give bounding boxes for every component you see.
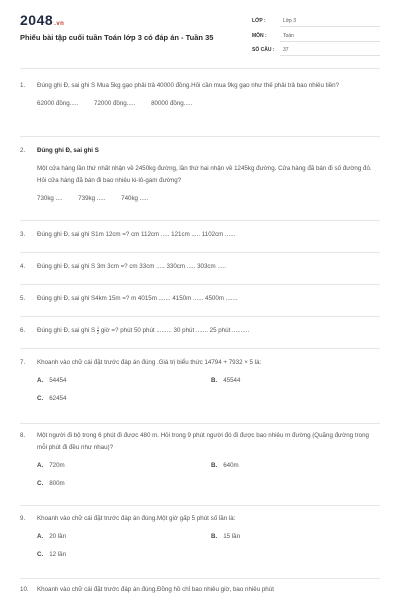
question-text: Đúng ghi Đ, sai ghi S Mua 5kg gạo phải trả 40000 đồng.Hỏi cần mua 9kg gạo như thế phải trả bao nhiêu tiền? [37, 82, 340, 89]
divider [20, 423, 380, 424]
choice-b[interactable] [211, 375, 240, 387]
answer-option[interactable]: 730kg .... [37, 195, 63, 202]
question-text-part: Đúng ghi Đ, sai ghi S [37, 327, 96, 334]
choice-row [37, 531, 375, 543]
divider [20, 68, 380, 69]
question-6 [20, 325, 375, 337]
choice-value: 62454 [49, 395, 67, 402]
question-text: Đúng ghi Đ, sai ghi S 3m 3cm =? cm 33cm ..... 330cm ..... 303cm ..... [37, 263, 226, 270]
question-1 [20, 80, 375, 110]
question-number: 10. [20, 586, 29, 593]
question-text: Một cửa hàng lần thứ nhất nhận về 2450kg đường, lần thứ hai nhận về 1245kg đường. Cửa hàng đã bán đi số đường đó. Hỏi cửa hàng đã bán đi bao nhiêu ki-lô-gam đường? [37, 165, 372, 184]
question-5 [20, 293, 375, 305]
question-text: Đúng ghi Đ, sai ghi S4km 15m =? m 4015m ....... 4150m ...... 4500m ....... [37, 295, 238, 302]
fraction-denominator: 2 [96, 329, 100, 335]
choice-row [37, 393, 375, 405]
question-4 [20, 261, 375, 273]
page-title: Phiếu bài tập cuối tuần Toán lớp 3 có đáp án - Tuần 35 [20, 33, 214, 42]
logo-text: 2048 [20, 12, 54, 28]
answer-option[interactable]: 62000 đồng..... [37, 100, 79, 107]
divider [20, 578, 380, 579]
question-text: Đúng ghi Đ, sai ghi S1m 12cm =? cm 112cm ..... 121cm ..... 1102cm ...... [37, 231, 236, 238]
meta-label: MÔN : [252, 33, 267, 39]
question-text-part: giờ =? phút 50 phút ......... 30 phút ....... 25 phút .......... [100, 327, 250, 334]
question-10 [20, 584, 375, 596]
logo-tld: .vn [54, 21, 65, 27]
choice-b[interactable] [211, 531, 240, 543]
choice-value: 15 lần [223, 533, 241, 540]
choice-a[interactable] [37, 531, 66, 543]
question-number: 1. [20, 82, 26, 89]
choice-value: 54454 [49, 377, 67, 384]
choice-letter: A. [37, 377, 44, 384]
meta-underline [280, 26, 380, 27]
question-9 [20, 513, 375, 561]
choice-c[interactable] [37, 393, 66, 405]
choice-row [37, 375, 375, 387]
site-logo[interactable] [20, 12, 64, 28]
question-number: 4. [20, 263, 26, 270]
choice-letter: C. [37, 551, 44, 558]
answer-options [37, 98, 375, 110]
answer-option[interactable]: 72000 đồng..... [94, 100, 136, 107]
choice-letter: B. [211, 462, 218, 469]
choice-letter: C. [37, 395, 44, 402]
divider [20, 505, 380, 506]
choice-b[interactable] [211, 460, 239, 472]
question-text: Khoanh vào chữ cái đặt trước đáp án đúng.Một giờ gấp 5 phút số lần là: [37, 515, 236, 522]
choice-a[interactable] [37, 375, 66, 387]
question-number: 8. [20, 432, 26, 439]
choice-letter: A. [37, 462, 44, 469]
meta-label: SỐ CÂU : [252, 47, 275, 53]
question-7 [20, 357, 375, 405]
choice-letter: A. [37, 533, 44, 540]
choice-row [37, 549, 375, 561]
question-2 [20, 145, 375, 205]
answer-option[interactable]: 740kg ..... [121, 195, 149, 202]
question-number: 5. [20, 295, 26, 302]
choice-value: 20 lần [49, 533, 67, 540]
choice-row [37, 460, 375, 472]
choice-a[interactable] [37, 460, 65, 472]
divider [20, 316, 380, 317]
choice-value: 45544 [223, 377, 241, 384]
question-text: Khoanh vào chữ cái đặt trước đáp án đúng .Giá trị biểu thức 14794 + 7932 × 5 là: [37, 359, 262, 366]
choice-value: 720m [49, 462, 65, 469]
choice-letter: B. [211, 377, 218, 384]
meta-value: Toán [283, 33, 294, 39]
answer-option[interactable]: 739kg ..... [78, 195, 106, 202]
meta-underline [280, 41, 380, 42]
meta-value: 37 [283, 47, 289, 53]
fraction-numerator: 1 [96, 324, 100, 330]
meta-label: LỚP : [252, 18, 266, 24]
question-title: Đúng ghi Đ, sai ghi S [37, 147, 99, 154]
divider [20, 136, 380, 137]
choice-value: 800m [49, 480, 65, 487]
question-8 [20, 430, 375, 490]
question-number: 7. [20, 359, 26, 366]
meta-value: Lớp 3 [283, 18, 297, 24]
answer-option[interactable]: 80000 đồng..... [151, 100, 193, 107]
divider [20, 220, 380, 221]
question-number: 6. [20, 327, 26, 334]
question-text [37, 325, 375, 337]
divider [20, 252, 380, 253]
meta-underline [280, 55, 380, 56]
document-header [0, 0, 400, 62]
answer-options [37, 193, 375, 205]
question-number: 9. [20, 515, 26, 522]
choice-value: 12 lần [49, 551, 67, 558]
choice-letter: B. [211, 533, 218, 540]
choice-letter: C. [37, 480, 44, 487]
fraction [97, 326, 99, 335]
question-text: Một người đi bộ trong 6 phút đi được 480 m. Hỏi trong 9 phút người đó đi được bao nhiêu m đường (Quãng đường trong mỗi phút đi đều như nhau)? [37, 432, 369, 451]
choice-c[interactable] [37, 549, 66, 561]
divider [20, 284, 380, 285]
question-number: 3. [20, 231, 26, 238]
question-number: 2. [20, 147, 26, 154]
divider [20, 348, 380, 349]
choice-value: 640m [223, 462, 239, 469]
question-3 [20, 229, 375, 241]
question-text: Khoanh vào chữ cái đặt trước đáp án đúng.Đồng hồ chỉ bao nhiêu giờ, bao nhiêu phút [37, 586, 274, 593]
choice-row [37, 478, 375, 490]
choice-c[interactable] [37, 478, 65, 490]
